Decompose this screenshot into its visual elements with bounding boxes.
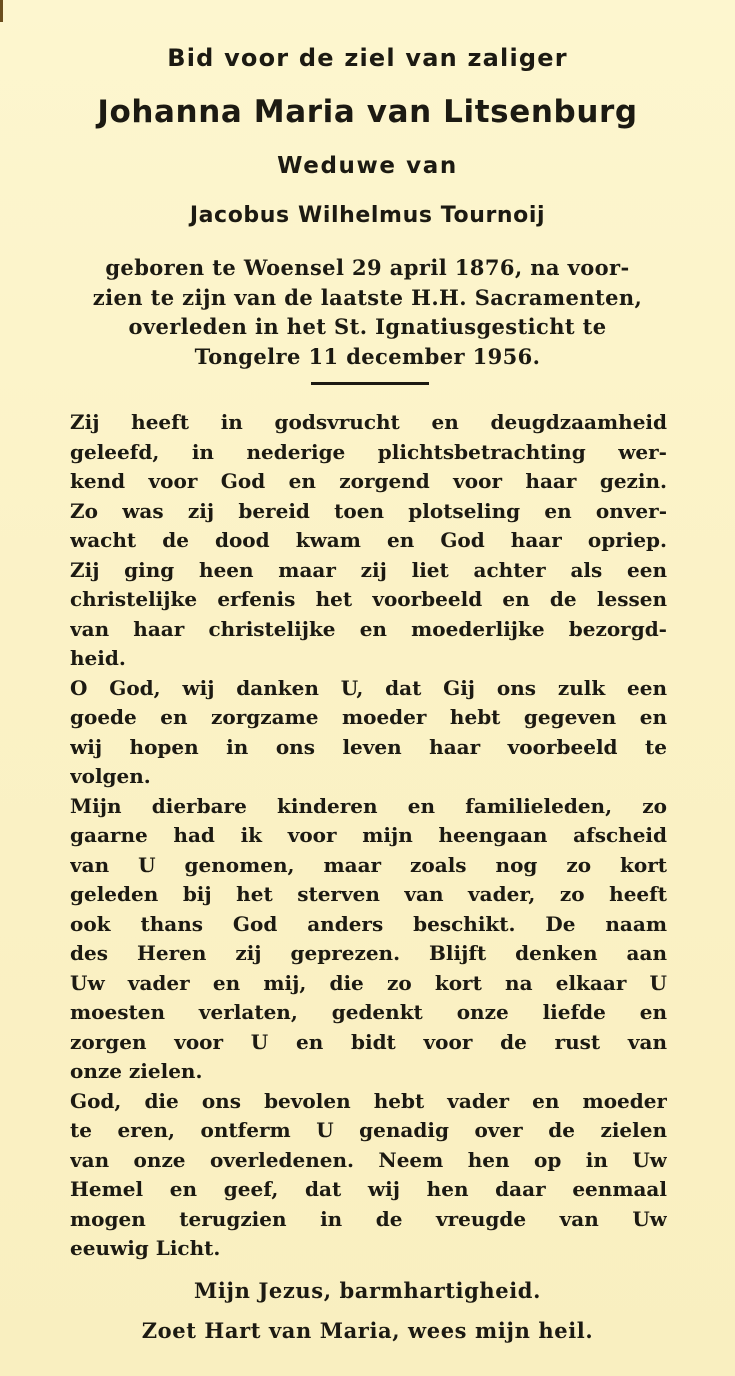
widow-of-line: Weduwe van: [277, 153, 458, 179]
birth-line: overleden in het St. Ignatiusgesticht te: [128, 314, 607, 339]
prayer-line: heid.: [70, 646, 126, 670]
prayer-line: Uw vader en mij, die zo kort na elkaar U: [70, 970, 667, 995]
prayer-line: onze zielen.: [70, 1059, 203, 1083]
closing-invocation: Mijn Jezus, barmhartigheid.: [193, 1278, 541, 1303]
prayer-line: Zij heeft in godsvrucht en deugdzaamheid: [70, 410, 667, 434]
prayer-line: geleden bij het sterven van vader, zo heeft: [70, 882, 667, 906]
prayer-line: te eren, ontferm U genadig over de zielen: [70, 1118, 667, 1142]
divider-rule: [311, 382, 429, 385]
prayer-line: Zo was zij bereid toen plotseling en onver-: [70, 498, 667, 523]
birth-line: Tongelre 11 december 1956.: [194, 343, 541, 369]
birth-line: zien te zijn van de laatste H.H. Sacramenten,: [92, 284, 643, 310]
prayer-line: volgen.: [70, 764, 151, 788]
prayer-line: Mijn dierbare kinderen en familieleden, zo: [70, 793, 667, 818]
prayer-line: mogen terugzien in de vreugde van Uw: [70, 1206, 667, 1231]
prayer-line: God, die ons bevolen hebt vader en moeder: [70, 1088, 667, 1113]
prayer-line: Hemel en geef, dat wij hen daar eenmaal: [70, 1177, 667, 1201]
prayer-line: zorgen voor U en bidt voor de rust van: [70, 1029, 667, 1054]
prayer-line: Zij ging heen maar zij liet achter als een: [70, 557, 667, 582]
prayer-line: geleefd, in nederige plichtsbetrachting wer-: [70, 439, 667, 464]
deceased-name: Johanna Maria van Litsenburg: [97, 94, 638, 130]
intro-line: Bid voor de ziel van zaliger: [167, 44, 568, 72]
prayer-line: kend voor God en zorgend voor haar gezin.: [70, 469, 667, 493]
prayer-line: goede en zorgzame moeder hebt gegeven en: [70, 705, 667, 729]
card-edge: [0, 0, 3, 22]
prayer-line: wij hopen in ons leven haar voorbeeld te: [70, 734, 667, 759]
prayer-line: van onze overledenen. Neem hen op in Uw: [70, 1147, 667, 1172]
prayer-line: van haar christelijke en moederlijke bezorgd-: [70, 616, 667, 641]
birth-death-details: [60, 253, 675, 371]
birth-line: geboren te Woensel 29 april 1876, na voor-: [105, 255, 630, 280]
prayer-line: christelijke erfenis het voorbeeld en de lessen: [70, 587, 667, 611]
prayer-line: wacht de dood kwam en God haar opriep.: [70, 528, 667, 552]
prayer-line: des Heren zij geprezen. Blijft denken aan: [70, 941, 667, 965]
prayer-line: ook thans God anders beschikt. De naam: [70, 911, 667, 936]
prayer-line: moesten verlaten, gedenkt onze liefde en: [70, 1000, 667, 1024]
prayer-line: eeuwig Licht.: [70, 1236, 221, 1260]
prayer-line: gaarne had ik voor mijn heengaan afscheid: [70, 823, 667, 847]
prayer-line: O God, wij danken U, dat Gij ons zulk een: [70, 675, 667, 700]
husband-name: Jacobus Wilhelmus Tournoij: [189, 203, 546, 228]
prayer-text: [70, 408, 667, 1264]
closing-invocation: Zoet Hart van Maria, wees mijn heil.: [141, 1318, 594, 1343]
prayer-line: van U genomen, maar zoals nog zo kort: [70, 852, 667, 877]
